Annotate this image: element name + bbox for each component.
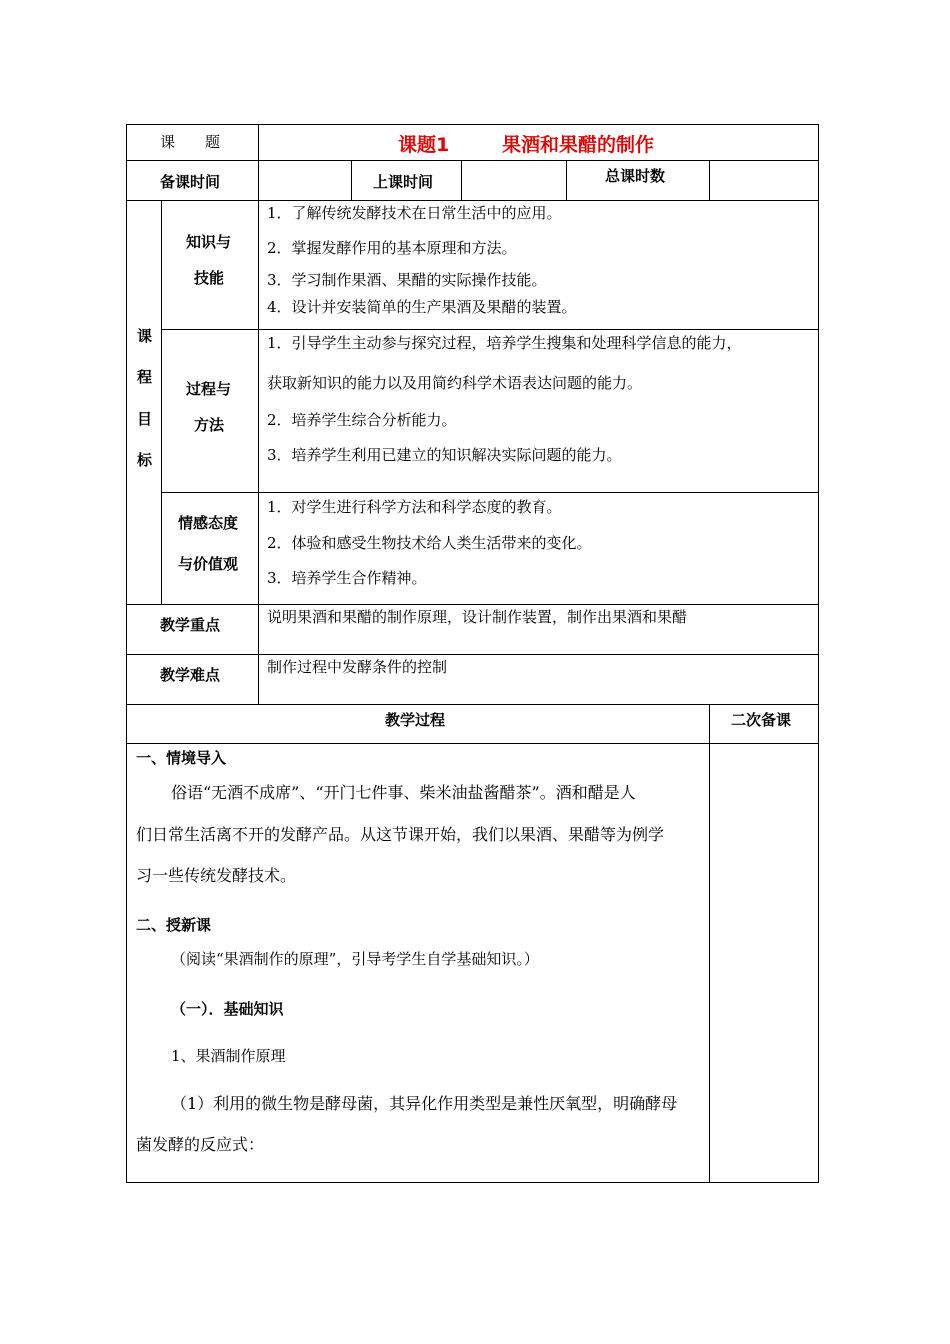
process-label: 过程与 [186,380,232,398]
row-divider [126,200,819,201]
section-heading: 一、情境导入 [136,749,227,767]
attitude-label: 情感态度 [178,514,239,532]
col-divider [709,160,710,200]
attitude-label: 与价值观 [178,555,239,573]
subsection-heading: （一）．基础知识 [171,1000,284,1018]
attitude-item: 2．体验和感受生物技术给人类生活带来的变化。 [267,534,592,552]
process-item: 3．培养学生利用已建立的知识解决实际问题的能力。 [267,446,622,464]
col-divider [709,704,710,1183]
table-border [126,124,127,1183]
row-divider [161,492,819,493]
total-hours-label: 总课时数 [605,167,666,185]
paragraph-line: 菌发酵的反应式： [136,1135,265,1154]
prep-time-label: 备课时间 [160,173,221,191]
topic-label: 课 题 [160,133,221,151]
knowledge-label: 技能 [194,269,225,287]
knowledge-item: 1．了解传统发酵技术在日常生活中的应用。 [267,204,562,222]
paragraph-line: （1）利用的微生物是酵母菌，其异化作用类型是兼性厌氧型，明确酵母 [171,1094,678,1113]
table-border [126,124,819,125]
key-points-label: 教学重点 [160,616,221,634]
attitude-item: 3．培养学生合作精神。 [267,569,427,587]
process-item: 2．培养学生综合分析能力。 [267,411,457,429]
attitude-item: 1．对学生进行科学方法和科学态度的教育。 [267,498,562,516]
col-divider [566,160,567,200]
class-time-label: 上课时间 [373,173,434,191]
objectives-label-char: 标 [137,451,153,469]
row-divider [126,604,819,605]
paragraph-line: 1、果酒制作原理 [171,1047,286,1065]
process-item: 获取新知识的能力以及用简约科学术语表达问题的能力。 [267,374,643,392]
process-label: 方法 [194,416,225,434]
table-border [818,124,819,1183]
row-divider [126,654,819,655]
paragraph-line: （阅读“果酒制作的原理”，引导考学生自学基础知识。） [171,950,539,968]
difficulties-label: 教学难点 [160,666,221,684]
knowledge-label: 知识与 [186,233,232,251]
objectives-label-char: 目 [137,410,153,428]
row-divider [161,329,819,330]
secondary-prep-header: 二次备课 [731,711,792,729]
knowledge-item: 2．掌握发酵作用的基本原理和方法。 [267,239,517,257]
difficulties-text: 制作过程中发酵条件的控制 [267,658,448,676]
knowledge-item: 4．设计并安装简单的生产果酒及果醋的装置。 [267,298,577,316]
col-divider [258,124,259,704]
section-heading: 二、授新课 [136,916,212,934]
teaching-process-header: 教学过程 [385,711,446,729]
col-divider [351,160,352,200]
lesson-title-prefix: 课题1 [398,134,450,156]
col-divider [461,160,462,200]
paragraph-line: 们日常生活离不开的发酵产品。从这节课开始，我们以果酒、果醋等为例学 [136,825,665,844]
col-divider [161,200,162,604]
objectives-label-char: 程 [137,368,153,386]
row-divider [126,743,819,744]
process-item: 1．引导学生主动参与探究过程，培养学生搜集和处理科学信息的能力， [267,334,742,352]
table-border [126,1182,819,1183]
row-divider [126,160,819,161]
objectives-label-char: 课 [137,327,153,345]
row-divider [126,704,819,705]
paragraph-line: 习一些传统发酵技术。 [136,866,297,885]
paragraph-line: 俗语“无酒不成席”、“开门七件事、柴米油盐酱醋茶”。酒和醋是人 [171,783,636,802]
key-points-text: 说明果酒和果醋的制作原理，设计制作装置，制作出果酒和果醋 [267,608,688,626]
knowledge-item: 3．学习制作果酒、果醋的实际操作技能。 [267,271,547,289]
lesson-title: 果酒和果醋的制作 [502,134,655,156]
